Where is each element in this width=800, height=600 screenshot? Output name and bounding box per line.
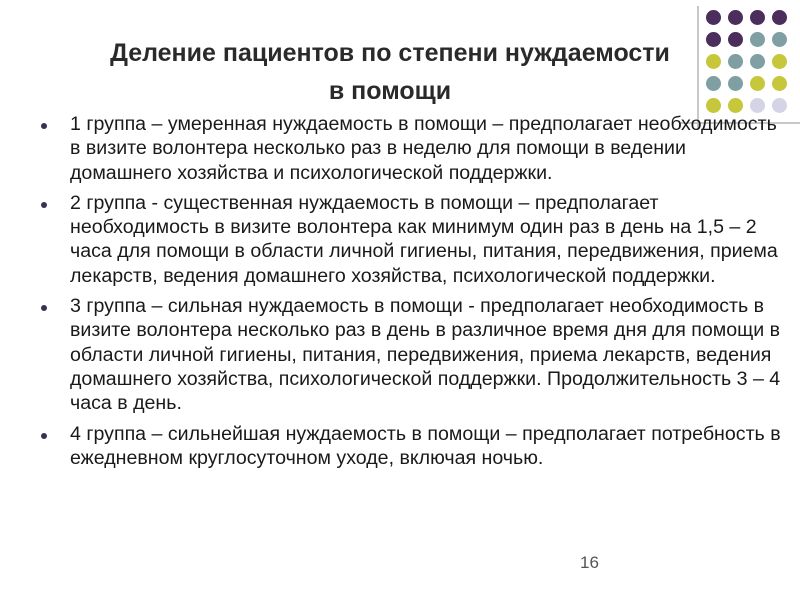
bullet-dot-icon	[41, 123, 47, 129]
bullet-dot-icon	[41, 305, 47, 311]
decorative-dot-icon	[750, 76, 765, 91]
decorative-dot-icon	[772, 32, 787, 47]
bullet-text: 2 группа - существенная нуждаемость в помощи – предполагает необходимость в визите волонтера как минимум один раз в день на 1,5 – 2 часа для помощи в области личной гигиены, питания, передвижения, приема лекарств, ведения домашнего хозяйства, психологической поддержки.	[70, 191, 778, 287]
bullet-item	[40, 294, 792, 415]
bullet-item	[40, 191, 792, 288]
decorative-dot-icon	[750, 54, 765, 69]
bullet-text: 4 группа – сильнейшая нуждаемость в помощи – предполагает потребность в ежедневном круглосуточном уходе, включая ночью.	[70, 422, 781, 469]
decorative-dot-icon	[772, 10, 787, 25]
slide-title-line-1: Деление пациентов по степени нуждаемости	[110, 39, 670, 67]
decorative-dot-icon	[750, 10, 765, 25]
slide-title	[30, 34, 750, 110]
bullet-item	[40, 422, 792, 471]
bullet-text: 1 группа – умеренная нуждаемость в помощи – предполагает необходимость в визите волонтера несколько раз в неделю для помощи в ведении домашнего хозяйства и психологической поддержки.	[70, 113, 777, 184]
bullet-dot-icon	[41, 433, 47, 439]
decorative-dot-icon	[750, 98, 765, 113]
decorative-dot-icon	[772, 54, 787, 69]
decorative-dot-icon	[706, 10, 721, 25]
decorative-dot-icon	[772, 98, 787, 113]
decorative-dot-icon	[728, 10, 743, 25]
bullet-text: 3 группа – сильная нуждаемость в помощи - предполагает необходимость в визите волонтера несколько раз в день в различное время дня для помощи в области личной гигиены, питания, передвижения, приема лекарств, ведения домашнего хозяйства, психологической поддержки. Продолжительность 3 – 4 часа в день.	[70, 295, 781, 415]
bullet-dot-icon	[41, 202, 47, 208]
page-number: 16	[580, 553, 599, 572]
bullet-item	[40, 112, 792, 185]
decorative-dot-icon	[772, 76, 787, 91]
slide-title-line-2: в помощи	[328, 77, 452, 105]
decorative-dot-icon	[750, 32, 765, 47]
bullet-list	[40, 112, 792, 476]
